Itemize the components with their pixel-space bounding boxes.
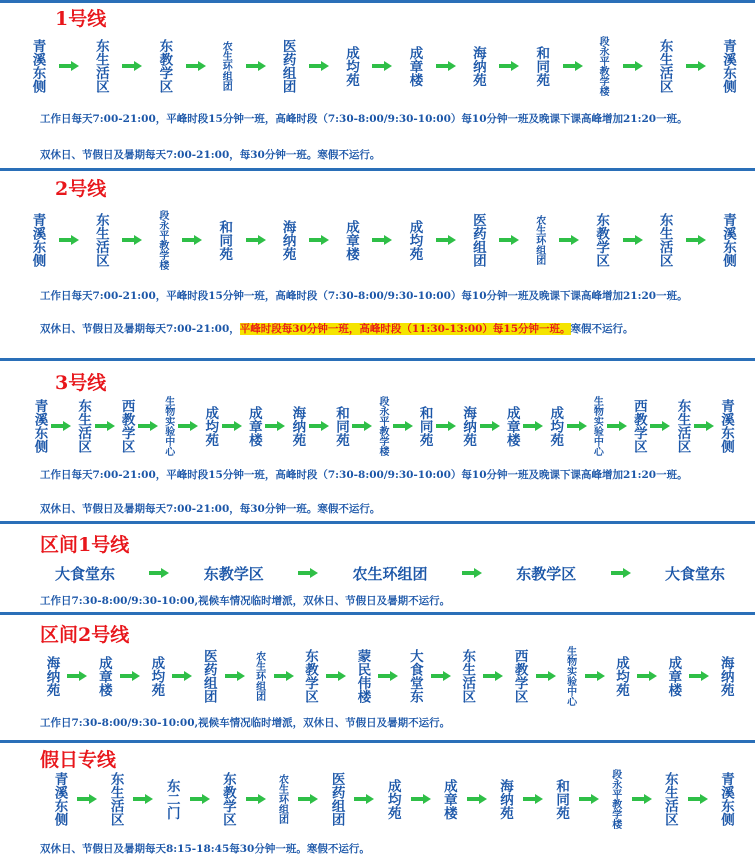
station-stop: 东教学区: [593, 213, 610, 267]
station-stop: 东生活区: [661, 772, 678, 826]
station-stop: 东生活区: [459, 649, 476, 703]
arrow-right-icon: [246, 235, 266, 245]
arrow-right-icon: [265, 421, 285, 431]
station-stop: 东生活区: [92, 213, 109, 267]
station-stop: 大食堂东: [406, 649, 423, 703]
arrow-right-icon: [499, 235, 519, 245]
station-stop: 大食堂东: [55, 564, 116, 583]
station-stop: 东二门: [163, 778, 180, 820]
station-stop: 生物实验中心: [564, 646, 576, 706]
station-stop: 东生活区: [674, 399, 691, 453]
arrow-right-icon: [77, 794, 97, 804]
arrow-right-icon: [411, 794, 431, 804]
station-stop: 农生环组团: [533, 215, 545, 265]
station-stop: 农生环组团: [352, 564, 428, 583]
route-title: 1号线: [55, 8, 107, 30]
station-stop: 成均苑: [202, 405, 219, 447]
station-stop: 医药组团: [328, 772, 345, 826]
station-stop: 海纳苑: [279, 219, 296, 261]
station-stop: 海纳苑: [460, 405, 477, 447]
arrow-right-icon: [222, 421, 242, 431]
arrow-right-icon: [122, 235, 142, 245]
station-stop: 东教学区: [219, 772, 236, 826]
arrow-right-icon: [694, 421, 714, 431]
separator: [0, 612, 755, 615]
station-stop: 海纳苑: [469, 45, 486, 87]
route-stops: [44, 637, 733, 715]
route-stops: [30, 200, 735, 280]
station-stop: 东教学区: [516, 564, 577, 583]
arrow-right-icon: [172, 671, 192, 681]
route-stops: [32, 386, 733, 466]
arrow-right-icon: [688, 794, 708, 804]
station-stop: 海纳苑: [497, 778, 513, 820]
arrow-right-icon: [190, 794, 210, 804]
station-stop: 和同苑: [533, 45, 550, 87]
note-text: 寒假不运行。: [570, 323, 634, 335]
arrow-right-icon: [246, 61, 266, 71]
station-stop: 成均苑: [547, 405, 564, 447]
station-stop: 段永平教学楼: [609, 769, 621, 829]
route-note: 双休日、节假日及暑期每天8:15-18:45每30分钟一班。寒假不运行。: [40, 843, 370, 855]
station-stop: 东生活区: [107, 772, 124, 826]
arrow-right-icon: [120, 671, 140, 681]
station-stop: 大食堂东: [664, 564, 725, 583]
arrow-right-icon: [686, 235, 706, 245]
station-stop: 青溪东侧: [718, 772, 734, 826]
arrow-right-icon: [372, 235, 392, 245]
route-note: 工作日每天7:00-21:00，平峰时段15分钟一班，高峰时段（7:30-8:00/9:30-10:00）每10分钟一班及晚课下课高峰增加21:20一班。: [40, 469, 688, 481]
arrow-right-icon: [59, 61, 79, 71]
separator: [0, 168, 755, 171]
arrow-right-icon: [133, 794, 153, 804]
arrow-right-icon: [149, 568, 169, 578]
station-stop: 生物实验中心: [162, 396, 174, 456]
station-stop: 青溪东侧: [29, 39, 46, 93]
route-title: 2号线: [55, 178, 107, 200]
station-stop: 东教学区: [156, 39, 173, 93]
separator: [0, 0, 755, 3]
route-title: 区间2号线: [40, 624, 130, 646]
arrow-right-icon: [309, 61, 329, 71]
station-stop: 蒙民伟楼: [354, 649, 371, 703]
station-stop: 成章楼: [343, 219, 360, 261]
arrow-right-icon: [523, 421, 543, 431]
highlighted-note: 平峰时段每30分钟一班，高峰时段（11:30-13:00）每15分钟一班。: [239, 323, 571, 335]
station-stop: 海纳苑: [289, 405, 306, 447]
arrow-right-icon: [579, 794, 599, 804]
station-stop: 青溪东侧: [719, 213, 736, 267]
station-stop: 和同苑: [553, 778, 570, 820]
arrow-right-icon: [559, 235, 579, 245]
route-note: 工作日7:30-8:00/9:30-10:00,视候车情况临时增派，双休日、节假日及暑期不运行。: [40, 717, 451, 729]
arrow-right-icon: [95, 421, 115, 431]
station-stop: 医药组团: [469, 213, 486, 267]
station-stop: 医药组团: [200, 649, 217, 703]
station-stop: 青溪东侧: [29, 213, 46, 267]
arrow-right-icon: [274, 671, 294, 681]
station-stop: 青溪东侧: [51, 772, 68, 826]
arrow-right-icon: [372, 61, 392, 71]
station-stop: 西教学区: [511, 649, 528, 703]
station-stop: 西教学区: [118, 399, 135, 453]
arrow-right-icon: [536, 671, 556, 681]
arrow-right-icon: [309, 421, 329, 431]
arrow-right-icon: [567, 421, 587, 431]
station-stop: 农生环组团: [220, 41, 232, 91]
station-stop: 成章楼: [245, 405, 262, 447]
arrow-right-icon: [436, 61, 456, 71]
station-stop: 生物实验中心: [591, 396, 603, 456]
station-stop: 医药组团: [279, 39, 296, 93]
separator: [0, 740, 755, 743]
station-stop: 成均苑: [406, 219, 423, 261]
arrow-right-icon: [431, 671, 451, 681]
arrow-right-icon: [607, 421, 627, 431]
station-stop: 和同苑: [216, 219, 233, 261]
arrow-right-icon: [298, 568, 318, 578]
arrow-right-icon: [246, 794, 266, 804]
arrow-right-icon: [186, 61, 206, 71]
station-stop: 东教学区: [302, 649, 319, 703]
arrow-right-icon: [689, 671, 709, 681]
station-stop: 段永平教学楼: [597, 36, 609, 96]
route-stops: [55, 562, 725, 584]
arrow-right-icon: [436, 235, 456, 245]
arrow-right-icon: [650, 421, 670, 431]
station-stop: 成章楼: [95, 655, 112, 697]
arrow-right-icon: [480, 421, 500, 431]
arrow-right-icon: [122, 61, 142, 71]
station-stop: 东生活区: [92, 39, 109, 93]
arrow-right-icon: [467, 794, 487, 804]
station-stop: 青溪东侧: [718, 399, 734, 453]
station-stop: 海纳苑: [43, 655, 60, 697]
arrow-right-icon: [51, 421, 71, 431]
arrow-right-icon: [623, 61, 643, 71]
arrow-right-icon: [225, 671, 245, 681]
route-title: 3号线: [55, 372, 107, 394]
station-stop: 段永平教学楼: [377, 396, 388, 456]
arrow-right-icon: [523, 794, 543, 804]
route-stops: [52, 760, 733, 838]
route-note: 双休日、节假日及暑期每天7:00-21:00，每30分钟一班。寒假不运行。: [40, 149, 381, 161]
route-note: 工作日每天7:00-21:00，平峰时段15分钟一班，高峰时段（7:30-8:00/9:30-10:00）每10分钟一班及晚课下课高峰增加21:20一班。: [40, 113, 688, 125]
arrow-right-icon: [59, 235, 79, 245]
route-title: 假日专线: [40, 749, 117, 771]
arrow-right-icon: [563, 61, 583, 71]
station-stop: 和同苑: [416, 405, 433, 447]
station-stop: 东生活区: [656, 39, 673, 93]
arrow-right-icon: [499, 61, 519, 71]
route-stops: [30, 30, 735, 102]
station-stop: 成均苑: [384, 778, 401, 820]
station-stop: 东生活区: [75, 399, 92, 453]
arrow-right-icon: [611, 568, 631, 578]
station-stop: 成章楼: [665, 655, 682, 697]
arrow-right-icon: [483, 671, 503, 681]
route-note: 双休日、节假日及暑期每天7:00-21:00，每30分钟一班。寒假不运行。: [40, 503, 381, 515]
station-stop: 青溪东侧: [31, 399, 48, 453]
separator: [0, 358, 755, 361]
arrow-right-icon: [585, 671, 605, 681]
station-stop: 青溪东侧: [719, 39, 736, 93]
station-stop: 东教学区: [203, 564, 264, 583]
arrow-right-icon: [352, 421, 372, 431]
route-title: 区间1号线: [40, 534, 130, 556]
route-note: 工作日7:30-8:00/9:30-10:00,视候车情况临时增派，双休日、节假日及暑期不运行。: [40, 595, 451, 607]
arrow-right-icon: [686, 61, 706, 71]
station-stop: 东生活区: [656, 213, 673, 267]
station-stop: 海纳苑: [717, 655, 734, 697]
arrow-right-icon: [298, 794, 318, 804]
arrow-right-icon: [182, 235, 202, 245]
arrow-right-icon: [326, 671, 346, 681]
arrow-right-icon: [138, 421, 158, 431]
station-stop: 成均苑: [148, 655, 165, 697]
arrow-right-icon: [309, 235, 329, 245]
arrow-right-icon: [462, 568, 482, 578]
note-text: 双休日、节假日及暑期每天7:00-21:00，: [40, 323, 240, 335]
arrow-right-icon: [637, 671, 657, 681]
station-stop: 成均苑: [343, 45, 360, 87]
arrow-right-icon: [378, 671, 398, 681]
arrow-right-icon: [354, 794, 374, 804]
route-note: 工作日每天7:00-21:00，平峰时段15分钟一班，高峰时段（7:30-8:00/9:30-10:00）每10分钟一班及晚课下课高峰增加21:20一班。: [40, 290, 688, 302]
station-stop: 成章楼: [406, 45, 423, 87]
arrow-right-icon: [623, 235, 643, 245]
station-stop: 段永平教学楼: [156, 210, 168, 270]
station-stop: 成均苑: [612, 655, 629, 697]
arrow-right-icon: [436, 421, 456, 431]
arrow-right-icon: [632, 794, 652, 804]
station-stop: 成章楼: [503, 405, 520, 447]
arrow-right-icon: [178, 421, 198, 431]
separator: [0, 521, 755, 524]
station-stop: 和同苑: [332, 405, 349, 447]
station-stop: 西教学区: [630, 399, 647, 453]
station-stop: 农生环组团: [276, 774, 288, 824]
arrow-right-icon: [67, 671, 87, 681]
arrow-right-icon: [393, 421, 413, 431]
station-stop: 成章楼: [440, 778, 457, 820]
route-note-weekend: [40, 322, 737, 337]
station-stop: 农生环组团: [253, 651, 265, 701]
